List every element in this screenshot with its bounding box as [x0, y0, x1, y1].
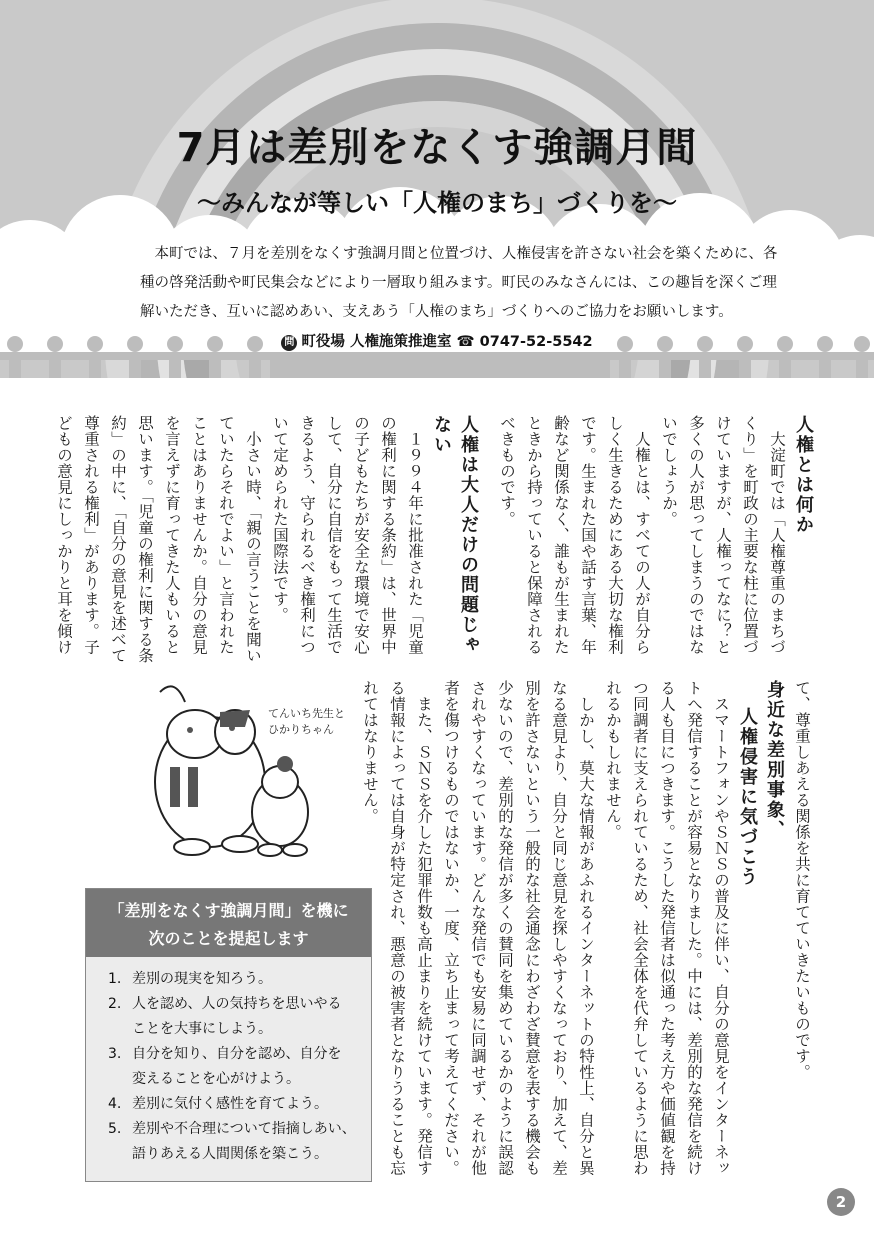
mascot-illustration [140, 672, 350, 857]
section-heading: 人権とは何か [793, 415, 814, 535]
section-heading: 身近な差別事象、 [764, 680, 785, 840]
section-internet-discrimination [361, 680, 815, 1180]
intro-text [140, 240, 780, 327]
page-number: 2 [827, 1188, 855, 1216]
proposal-box-header: 「差別をなくす強調月間」を機に 次のことを提起します [86, 889, 371, 957]
section-paragraph: また、ＳＮＳを介した犯罪件数も高止まりを続けています。発信する情報によっては自身が特定され、悪意の被害者となりうることも忘れてはなりません。 [361, 680, 433, 1176]
illustration-caption: てんいち先生と ひかりちゃん [268, 707, 345, 736]
header-banner [0, 0, 874, 395]
list-item: 3. 自分を知り、自分を認め、自分を 変えることを心がけよう。 [108, 1046, 342, 1087]
intro-paragraph: 本町では、７月を差別をなくす強調月間と位置づけ、人権侵害を許さない社会を築くために、各種の啓発活動や町民集会などにより一層取り組みます。町民のみなさんには、この趣旨を深くご理解いただき、互いに認めあい、支えあう「人権のまち」づくりへのご協力をお願いします。 [140, 246, 778, 320]
list-item: 1. 差別の現実を知ろう。 [108, 971, 272, 987]
inquiry-badge: 問 [281, 335, 297, 351]
list-item: 2. 人を認め、人の気持ちを思いやる ことを大事にしよう。 [108, 996, 342, 1037]
section-paragraph: 小さい時、「親の言うことを聞いていたらそれでよい」と言われたことはありませんか。自分の意見を言えずに育ってきた人もいると思います。「児童の権利に関する条約」の中に、「自分の意見を述べて尊重される権利」があります。子どもの意見にしっかりと耳を傾け [55, 415, 262, 664]
page-subtitle: ～みんなが等しい「人権のまち」づくりを～ [197, 189, 677, 217]
section-paragraph: 人権とは、すべての人が自分らしく生きるためにある大切な権利です。生まれた国や話す言葉、年齢など関係なく、誰もが生まれたときから持っていると保障されるべきものです。 [498, 415, 651, 655]
section-paragraph: しかし、莫大な情報があふれるインターネットの特性上、自分と異なる意見より、自分と同じ意見を探しやすくなっており、加えて、差別を許さないという一般的な社会通念にわざわざ賛意を表する機会も少ないので、差別的な発信が多くの賛同を集めているかのように誤認されやすくなっています。どんな発信でも安易に同調せず、それが他者を傷つけるものではないか、一度、立ち止まって考えてください。 [442, 680, 595, 1176]
list-item: 5. 差別や不合理について指摘しあい、 語りあえる人間関係を築こう。 [108, 1121, 356, 1162]
section-paragraph: １９９４年に批准された「児童の権利に関する条約」は、世界中の子どもたちが安全な環境で安心して、自分に自信をもって生活できるよう、守られるべき権利について定められた国際法です。 [271, 415, 424, 655]
section-paragraph: 大淀町では「人権尊重のまちづくり」を町政の主要な柱に位置づけていますが、人権ってなに？と多くの人が思ってしまうのではないでしょうか。 [660, 415, 786, 655]
section-what-is-human-rights [492, 415, 817, 665]
section-heading: 人権は大人だけの問題じゃない [431, 415, 479, 655]
contact-phone: 0747-52-5542 [479, 334, 593, 350]
contact-office: 町役場 人権施策推進室 [301, 334, 452, 350]
contact-line [0, 330, 874, 351]
phone-icon: ☎ [456, 334, 475, 350]
section-children-rights [55, 415, 482, 665]
list-item: 4. 差別に気付く感性を育てよう。 [108, 1096, 328, 1112]
section-heading: 人権侵害に気づこう [737, 707, 758, 887]
proposal-box [85, 888, 372, 1182]
continued-text: て、尊重しあえる関係を共に育てていきたいものです。 [793, 680, 811, 1080]
page-title: 7月は差別をなくす強調月間 [176, 125, 698, 171]
section-paragraph: スマートフォンやＳＮＳの普及に伴い、自分の意見をインターネットへ発信することが容易となりました。中には、差別的な発信を続ける人も目につきます。こうした発信者は似通った考え方や価値観を持つ同調者に支えられているため、社会全体を代弁しているように思われるかもしれません。 [604, 680, 730, 1176]
proposal-list [86, 957, 371, 1167]
